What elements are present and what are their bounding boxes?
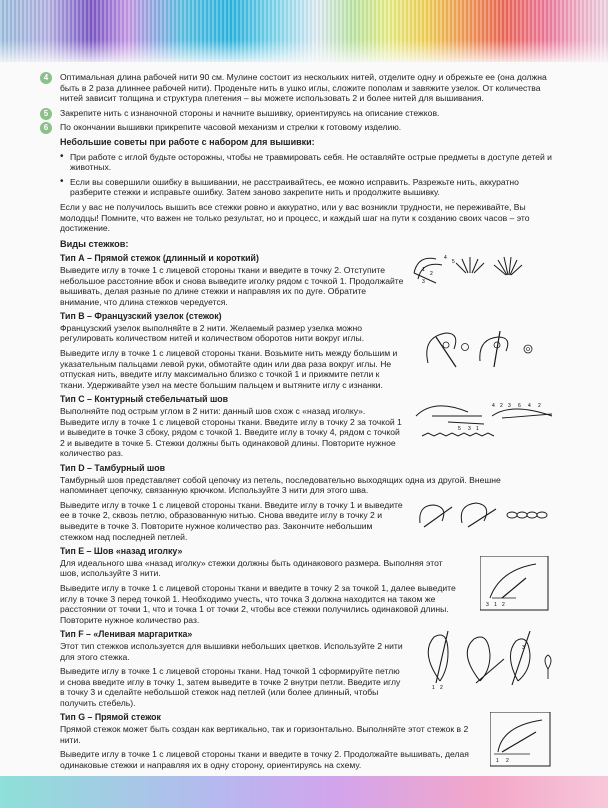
- step-text: Оптимальная длина рабочей нити 90 см. Мулине состоит из нескольких нитей, отделите одну и обрежьте ее (она должна быть в 2 раза длиннее рабочей нити). Проденьте нить в ушко иглы, сложите пополам и завяжите узелок. От количества нитей зависит толщина и структура плетения – вы можете использовать 2 и более нитей для вышивания.: [60, 72, 547, 104]
- stitch-g-diagram: [490, 712, 552, 768]
- stitch-type-b: [60, 311, 560, 390]
- stitch-paragraph: Выведите иглу в точке 1 с лицевой стороны ткани и введите в точку 2. Отступите небольшое расстояние вбок и снова выведите иголку рядом с точкой 1. Продолжайте вышивать, делая разные по длине стежки и направляя их по дуге. Обратите внимание, что длина стежков чередуется.: [60, 264, 404, 307]
- stitch-type-f: [60, 629, 560, 708]
- step-text: Закрепите нить с изнаночной стороны и начните вышивку, ориентируясь на описание стежков.: [60, 107, 440, 118]
- stitch-title: Тип С – Контурный стебельчатый шов: [60, 394, 229, 405]
- stitch-paragraph: Выведите иглу в точке 1 с лицевой стороны ткани. Над точкой 1 сформируйте петлю и снова введите иглу в точку 1, затем выведите в точке 2 внутри петли. Введите иглу в точку 3 и сделайте небольшой стежок над петлей (или более длинный, чтобы получить стебель).: [60, 666, 401, 708]
- stitch-paragraph: Французский узелок выполняйте в 2 нити. Желаемый размер узелка можно регулировать количеством нитей и количеством оборотов нити вокруг иглы.: [60, 322, 365, 344]
- stitch-paragraph: Выведите иглу в точке 1 с лицевой стороны ткани. Введите иглу в точку 1 и выведите ее в точке 2, сквозь петлю, образованную нитью. Снова введите иглу в точку 2 и выведите в точке 3. Повторите нужное количество раз. Закончите небольшим стежком над последней петлей.: [60, 499, 403, 542]
- svg-text:2: 2: [500, 403, 503, 410]
- svg-text:4: 4: [528, 403, 531, 410]
- svg-text:1: 1: [422, 267, 425, 274]
- stitch-title: Тип F – «Ленивая маргаритка»: [60, 629, 193, 640]
- stitch-type-a: [60, 253, 560, 307]
- stitch-paragraph: Прямой стежок может быть создан как вертикально, так и горизонтально. Выполняйте этот стежок в 2 нити.: [60, 724, 469, 745]
- stitch-type-c: [60, 394, 560, 459]
- stitch-b-diagram: [420, 315, 550, 375]
- stitch-types-heading: Виды стежков:: [60, 238, 129, 249]
- svg-text:5: 5: [458, 426, 461, 433]
- stitch-type-e: [60, 546, 560, 625]
- svg-text:2: 2: [506, 758, 509, 765]
- stitch-paragraph: Этот тип стежков используется для вышивки небольших цветков. Используйте 2 нити для этого стежка.: [60, 640, 403, 662]
- step-4: [43, 72, 560, 104]
- step-number: 4: [40, 72, 52, 84]
- tip-item: • При работе с иглой будьте осторожны, чтобы не травмировать себя. Не оставляйте острые предметы в доступе детей и животных.: [60, 152, 560, 173]
- stitch-paragraph: Выведите иглу в точке 1 с лицевой стороны ткани. Возьмите нить между большим и указательным пальцами левой руки, обмотайте один или два раза вокруг иглы. Не отпуская нить, введите иглу максимально близко с точкой 1 и прижмите петли к ткани. Удерживайте узел на месте большим пальцем и вытяните иглу с изнанки.: [60, 348, 398, 390]
- stitch-a-diagram: [408, 245, 528, 295]
- svg-text:3: 3: [468, 426, 471, 433]
- stitch-title: Тип G – Прямой стежок: [60, 712, 161, 723]
- stitch-title: Тип В – Французский узелок (стежок): [60, 311, 222, 322]
- stitch-paragraph: Выполняйте под острым углом в 2 нити: данный шов схож с «назад иголку». Выведите иглу в точке 1 с лицевой стороны ткани. Введите иглу в точку 2 за точкой 1 и выведите в точке 3 сбоку, рядом с точкой 1. Введите иглу в точку 4, рядом с точкой 2 и выведите в точке 5. Стежки должны быть одинаковой длины. Повторите нужное количество раз.: [60, 406, 402, 459]
- tips-heading: Небольшие советы при работе с набором для вышивки:: [60, 136, 315, 147]
- stitch-title: Тип D – Тамбурный шов: [60, 463, 166, 473]
- step-number: 5: [40, 108, 52, 120]
- step-number: 6: [40, 122, 52, 134]
- svg-text:2: 2: [440, 685, 443, 690]
- stitch-paragraph: Тамбурный шов представляет собой цепочку из петель, последовательно выходящих одна из другой. Внешне напоминает цепочку, связанную крючком. Используйте 3 нити для этого шва.: [60, 474, 501, 496]
- svg-text:2: 2: [430, 271, 433, 278]
- svg-text:6: 6: [518, 403, 521, 410]
- stitch-d-diagram: [412, 493, 557, 535]
- svg-text:1: 1: [476, 426, 479, 433]
- stitch-paragraph: Для идеального шва «назад иголку» стежки должны быть одинакового размера. Выполняя этот шов, используйте 3 нити.: [60, 557, 443, 579]
- svg-text:4: 4: [444, 255, 447, 262]
- encouragement-text: Если у вас не получилось вышить все стежки ровно и аккуратно, или у вас возникли трудности, не переживайте, Вы молодцы! Помните, что важен не только результат, но и процесс, и каждый шаг на пути к созданию своих часов – это достижение.: [60, 201, 530, 234]
- step-5: [43, 107, 560, 119]
- bottom-color-band: [0, 776, 608, 808]
- stitch-f-diagram: [418, 629, 558, 689]
- stitch-type-d: [60, 463, 560, 542]
- stitch-e-diagram: [480, 556, 550, 612]
- svg-text:5: 5: [452, 259, 455, 266]
- tip-item: • Если вы совершили ошибку в вышивании, не расстраивайтесь, ее можно исправить. Разрежьте нить, аккуратно разберите стежки и исправьте ошибку. Затем заново закрепите нить и продолжите вышивку.: [60, 177, 560, 198]
- svg-text:3: 3: [522, 645, 525, 652]
- svg-text:3: 3: [486, 602, 489, 609]
- svg-text:1: 1: [494, 602, 497, 609]
- content: [43, 72, 560, 774]
- svg-text:2: 2: [502, 602, 505, 609]
- stitch-paragraph: Выведите иглу в точке 1 с лицевой стороны ткани и введите в точку 2. Продолжайте вышивать, делая одинаковые стежки и направляя их в одну сторону, ориентируясь на схему.: [60, 749, 469, 770]
- step-6: [43, 122, 560, 133]
- svg-text:4: 4: [492, 403, 495, 410]
- stitch-title: Тип Е – Шов «назад иголку»: [60, 546, 183, 557]
- svg-text:1: 1: [496, 758, 499, 765]
- stitch-title: Тип А – Прямой стежок (длинный и короткий): [60, 253, 259, 264]
- svg-text:3: 3: [508, 403, 511, 410]
- svg-text:3: 3: [422, 279, 425, 286]
- svg-text:1: 1: [432, 685, 435, 690]
- svg-text:2: 2: [538, 403, 541, 410]
- step-text: По окончании вышивки прикрепите часовой механизм и стрелки к готовому изделию.: [60, 122, 402, 133]
- stitch-type-g: [60, 712, 560, 770]
- stitch-c-diagram: [412, 394, 557, 444]
- stitch-paragraph: Выведите иглу в точке 1 с лицевой стороны ткани и введите в точку 2 за точкой 1, далее выведите иглу в точке 3 перед точкой 1. Необходимо учесть, что точка 3 должна находится на таком же расстоянии от точки 1, что и точка 1 от точки 2, чтобы все стежки получились одинаковой длины. Повторите нужное количество раз.: [60, 582, 456, 625]
